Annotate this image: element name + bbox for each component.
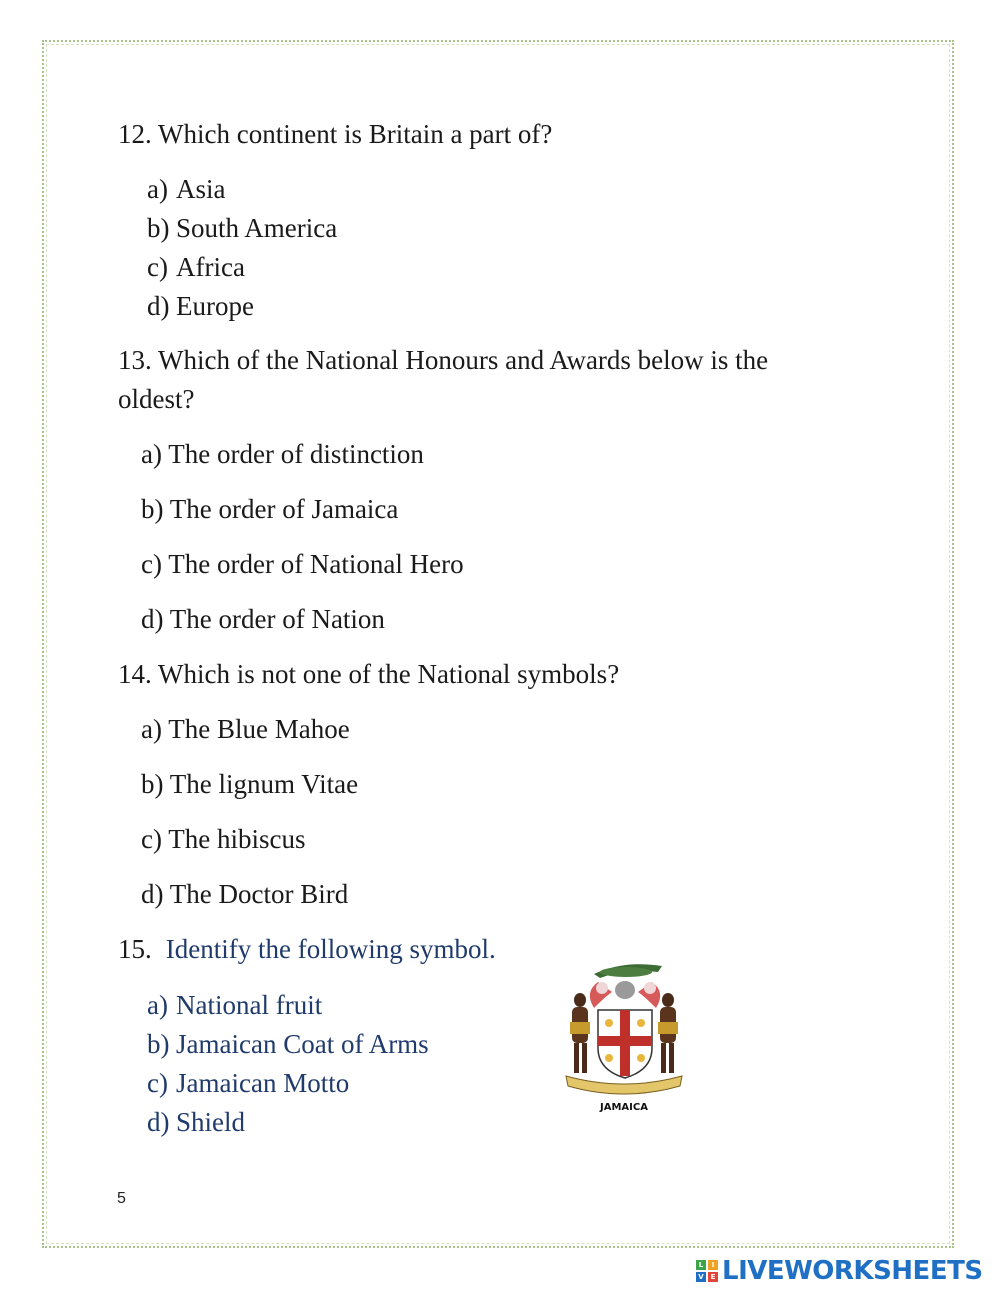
q12-option-a[interactable] [147,170,226,209]
question-14: 14. Which is not one of the National symbols? [118,659,620,689]
question-12: 12. Which continent is Britain a part of? [118,119,553,149]
option-text: Jamaican Coat of Arms [176,1029,429,1059]
option-text: South America [176,213,338,243]
option-text: The Blue Mahoe [168,714,350,744]
question-13-line-2: oldest? [118,384,195,414]
q15-option-d[interactable] [147,1103,245,1142]
q15-option-a[interactable] [147,986,322,1025]
option-label: c) [141,824,162,854]
option-label: c) [147,252,168,282]
option-text: Europe [176,291,254,321]
option-text: Jamaican Motto [176,1068,350,1098]
option-text: The order of Nation [169,604,385,634]
option-text: The Doctor Bird [169,879,349,909]
option-text: Shield [176,1107,246,1137]
option-label: d) [141,604,164,634]
option-label: d) [147,1107,170,1137]
option-label: c) [147,1068,168,1098]
q13-option-b[interactable] [141,490,398,529]
option-label: a) [141,439,162,469]
option-label: a) [147,990,168,1020]
q14-option-a[interactable] [141,710,350,749]
option-label: d) [141,879,164,909]
option-text: The order of Jamaica [169,494,399,524]
liveworksheets-logo[interactable] [696,1256,983,1286]
option-label: a) [147,174,168,204]
jamaica-coat-of-arms [554,952,694,1120]
question-number: 15. [118,934,152,964]
coat-of-arms-caption: JAMAICA [600,1102,648,1113]
option-text: The hibiscus [168,824,306,854]
option-label: b) [147,1029,170,1059]
brand-name: LIVEWORKSHEETS [722,1256,983,1286]
coat-of-arms-icon [554,952,694,1120]
option-text: Asia [176,174,226,204]
option-text: The order of National Hero [168,549,464,579]
q12-option-b[interactable] [147,209,337,248]
q15-option-b[interactable] [147,1025,429,1064]
q13-option-a[interactable] [141,435,424,474]
page-number: 5 [117,1190,126,1207]
option-label: b) [147,213,170,243]
q12-option-d[interactable] [147,287,254,326]
option-label: b) [141,769,164,799]
option-label: d) [147,291,170,321]
question-text: Identify the following symbol. [165,934,496,964]
q15-option-c[interactable] [147,1064,349,1103]
question-13-line-1: 13. Which of the National Honours and Awards below is the [118,345,769,375]
option-text: Africa [176,252,245,282]
question-15 [118,930,496,969]
q14-option-b[interactable] [141,765,358,804]
q13-option-c[interactable] [141,545,464,584]
option-label: b) [141,494,164,524]
option-text: The lignum Vitae [169,769,359,799]
brand-blocks-icon: L I V E [696,1260,718,1282]
option-text: National fruit [176,990,323,1020]
q13-option-d[interactable] [141,600,385,639]
option-text: The order of distinction [168,439,424,469]
q14-option-c[interactable] [141,820,305,859]
q12-option-c[interactable] [147,248,245,287]
option-label: c) [141,549,162,579]
q14-option-d[interactable] [141,875,348,914]
option-label: a) [141,714,162,744]
